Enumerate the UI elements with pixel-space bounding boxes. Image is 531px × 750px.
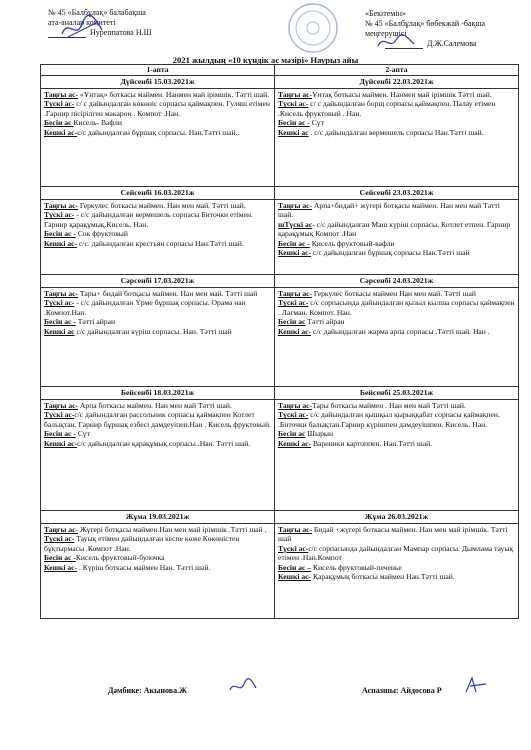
meal-text: Кисель фруктовый-вафли xyxy=(309,238,395,248)
meal-entry xyxy=(278,429,515,438)
meal-label: Бесін ас - xyxy=(44,429,76,439)
meal-label: Түскі ас- xyxy=(278,99,309,109)
meal-text: Тары боткасы маймен . Нан мен май Тәтті шай. xyxy=(312,401,466,410)
meal-label: Кешкі ас xyxy=(278,127,309,137)
meal-text: Кисель фруктовый-булочка xyxy=(75,553,165,563)
meal-label: Бесін ас – xyxy=(278,562,312,572)
meal-entry xyxy=(278,572,515,581)
meal-label: Кешкі ас- xyxy=(44,562,78,572)
meals-cell xyxy=(41,89,275,187)
meal-entry xyxy=(44,429,271,438)
meal-text: Сок фруктовый xyxy=(75,229,128,239)
meals-cell xyxy=(275,288,519,387)
meal-label: Түскі ас- xyxy=(44,410,75,420)
meals-row xyxy=(41,200,519,275)
meal-text: Кисель фруктовый-печенье xyxy=(311,562,402,572)
meal-label: Бесін ас xyxy=(278,317,306,327)
meal-entry xyxy=(44,534,271,553)
meals-cell xyxy=(275,524,519,619)
header-left-line1: № 45 «Балбұлақ» балабақша xyxy=(48,8,146,17)
meal-entry xyxy=(278,128,515,137)
day-heading: Сейсенбі 23.03.2021ж xyxy=(275,187,519,200)
meal-text: Ұнтақ боткасы маймен. Нанмен май ірімшік Тәтті шай. xyxy=(312,90,492,99)
meal-text: Тары+ бидай ботқасы маймен. Нан мен май. Тәтті шай xyxy=(78,289,258,298)
meal-text: Сүт xyxy=(75,429,90,439)
meal-entry xyxy=(278,90,515,99)
meal-text: Арпа боткасы маймен. Нан мен май Тәтті шай. xyxy=(78,401,232,410)
meal-text: Тәтті айран xyxy=(305,317,345,327)
meal-entry xyxy=(278,298,515,317)
nurse-signature-scribble xyxy=(228,678,258,696)
meal-text: с/с. дайындалған крестьян сорпасы Нан.Тәтті шай. xyxy=(77,238,244,248)
meal-text: Шырын xyxy=(305,429,334,439)
meal-text: Кисель- Вафли xyxy=(73,118,122,128)
meal-text: Сүт xyxy=(309,118,324,128)
meal-label: Таңғы ас- xyxy=(278,289,313,298)
header-right-line3: меңгерушісі xyxy=(365,29,407,38)
meal-label: Түскі ас- xyxy=(44,534,75,544)
meal-text: «Ұнтақ» боткасы маймен. Нанмен май ірімшік. Тәтті шай. xyxy=(78,90,270,99)
meal-text: Геркулес боткасы маймен Нан мен май. Тәтті шай xyxy=(312,289,476,298)
meal-label: Бесін ас - xyxy=(44,553,76,563)
meal-entry xyxy=(278,525,515,544)
week-1-header: 1-апта xyxy=(41,65,275,76)
menu-title: 2021 жылдың «10 күндік ас мәзірі» Наурыз айы xyxy=(172,55,359,65)
meals-row xyxy=(41,524,519,619)
day-row xyxy=(41,76,519,89)
meal-label: Түскі ас- xyxy=(44,210,75,220)
meal-label: Бесін ас xyxy=(44,118,74,128)
header-left-line2: ата-аналар комитеті xyxy=(48,18,116,27)
meal-text: Жүгері ботқасы маймен.Нан мен май ірімшік .Тәтті шай . xyxy=(78,525,267,534)
day-heading: Дүйсенбі 15.03.2021ж xyxy=(41,76,275,89)
meal-entry xyxy=(44,289,271,298)
day-heading: Сәрсенбі 24.03.2021ж xyxy=(275,275,519,288)
day-row xyxy=(41,275,519,288)
meal-label: Таңғы ас- xyxy=(44,525,79,534)
meal-text: с/с сорпасында дайындалған Мампар сорпасы. Дымлама тауық етімен .Нан.Компот xyxy=(278,543,514,563)
header-right-signer: Д.Ж.Салемова xyxy=(427,39,477,48)
meal-entry xyxy=(278,220,515,239)
meal-entry xyxy=(278,248,515,257)
meal-text: - с/с дайындалған вермешель сорпасы Биточки етімен. Гарнир қарақұмық.Кисель. Нан. xyxy=(44,210,253,229)
day-heading: Жұма 26.03.2021ж xyxy=(275,511,519,524)
meal-text: с/с дайындалған қышқыл қырыққабат сорпасы қаймақпен. .Биточки балықтан.Гарнир күрішпен дәмдеуішпен. Кисель. Нан. xyxy=(278,410,500,429)
day-heading: Бейсенбі 25.03.2021ж xyxy=(275,387,519,400)
meal-entry xyxy=(278,317,515,326)
meal-text: с/с дайындалған қарақұмық сорпасы..Нан. Тәтті шай. xyxy=(77,438,251,448)
meal-entry xyxy=(44,210,271,229)
meal-label: Кешкі ас- xyxy=(278,248,312,258)
meal-entry xyxy=(44,128,271,137)
meal-label: Бесін ас - xyxy=(278,238,310,248)
meal-text: с/ с дайындалған борщ сорпасы қаймақпен. Палау етімен .Кисель фруктовый . Нан. xyxy=(278,99,496,118)
meal-text: Геркулес боткасы маймен. Нан мен май. Тәтті шай. xyxy=(78,201,246,210)
meal-text: с/с дайындалған бұршақ сорпасы Нан.Тәтті шай xyxy=(311,248,470,258)
meal-text: . Күріш боткасы маймен Нан. Тәтті шай. xyxy=(77,562,211,572)
meal-entry xyxy=(278,239,515,248)
meal-entry xyxy=(44,553,271,562)
meals-row xyxy=(41,400,519,511)
footer-cook: Аспазшы: Айдосова Р xyxy=(362,686,442,695)
meal-label: Түскі ас- xyxy=(278,543,309,553)
meals-cell xyxy=(41,288,275,387)
meal-text: с/ с дайындалған көкөніс сорпасы қаймақпен. Гуляш етімен .Гарнир пісірілген макарон . Компот .Нан. xyxy=(44,99,270,118)
day-heading: Дүйсенбі 22.03.2021ж xyxy=(275,76,519,89)
meal-text: с/с дайындалған рассольник сорпасы қаймақпен Котлет балықтан. Гарнир бұршақ езбесі дәмдеуіпен.Нан . Кисель фруктовый. xyxy=(44,410,271,429)
week-2-header: 2-апта xyxy=(275,65,519,76)
header-right-line2: № 45 «Балбұлақ» бөбекжай -бақша xyxy=(365,19,486,28)
meal-label: Кешкі ас- xyxy=(44,127,78,137)
meal-text: - с/с дайындалған Үрме бұршақ сорпасы. Орама нан .Компот.Нан. xyxy=(44,298,246,317)
meal-label: Бесін ас - xyxy=(44,317,76,327)
meal-text: с/с сорпасында дайындалған қызыл кылша сорпасы қаймақпен . Лағман. Компот. Нан. xyxy=(278,298,515,317)
meal-entry xyxy=(278,99,515,118)
meal-label: Бесін ас - xyxy=(278,118,310,128)
meal-entry xyxy=(44,439,271,448)
meal-label: Бесін ас xyxy=(278,429,306,439)
meals-row xyxy=(41,89,519,187)
meal-text: Бидай +жүгері боткасы маймен. Нан мен май ірімшік. Тәтті шай xyxy=(278,525,508,544)
meal-text: с/с дайындалған жарма арпа сорпасы .Тәтті шай. Нан . xyxy=(311,326,490,336)
meal-label: Таңғы ас- xyxy=(278,401,313,410)
meal-entry xyxy=(44,99,271,118)
day-heading: Жұма 19.03.2021ж xyxy=(41,511,275,524)
cook-signature-scribble xyxy=(462,676,492,696)
meal-label: Кешкі ас- xyxy=(278,572,312,582)
meal-text: с/с дайындалған бұршақ сорпасы. Нан.Тәтті шай.. xyxy=(77,127,240,137)
meal-text: с/с дайындалған күріш сорпасы. Нан. Тәтті шай xyxy=(74,326,232,336)
header-left-signer: Нуреппатова Н.Ш xyxy=(90,28,152,37)
meal-entry xyxy=(44,410,271,429)
official-stamp xyxy=(282,2,344,54)
meal-label: Түскі ас- xyxy=(278,298,309,308)
day-row xyxy=(41,187,519,200)
day-heading: Сәрсенбі 17.03.2021ж xyxy=(41,275,275,288)
meal-entry xyxy=(44,239,271,248)
meal-label: Түскі ас- xyxy=(278,410,309,420)
meal-label: Таңғы ас- xyxy=(44,201,79,210)
meal-entry xyxy=(44,298,271,317)
meal-label: Таңғы ас- xyxy=(278,201,313,210)
day-row xyxy=(41,511,519,524)
meal-text: Арпа+бидай+ жүгері ботқасы маймен. Нан мен май Тәтті шай. xyxy=(278,201,500,220)
meal-label: Таңғы ас- xyxy=(44,401,79,410)
meal-entry xyxy=(44,90,271,99)
meals-cell xyxy=(41,400,275,511)
meal-entry xyxy=(44,118,271,127)
day-heading: Сейсенбі 16.03.2021ж xyxy=(41,187,275,200)
meal-entry xyxy=(278,201,515,220)
meal-text: Вареники картоппен. Нан.Тәтті шай. xyxy=(311,438,433,448)
meal-label: Кешкі ас xyxy=(44,326,75,336)
meal-label: Кешкі ас- xyxy=(278,326,312,336)
meal-entry xyxy=(278,289,515,298)
meals-cell xyxy=(275,89,519,187)
meal-entry xyxy=(278,118,515,127)
meals-row xyxy=(41,288,519,387)
meal-text: . с/с дайындалған вермешель сорпасы Нан.Тәтті шай. xyxy=(308,127,484,137)
header-right-line1: «Бекітемін» xyxy=(365,9,406,18)
week-header-row xyxy=(41,65,519,76)
meal-entry xyxy=(278,563,515,572)
meal-entry xyxy=(44,327,271,336)
meal-text: Қарақұмық боткасы маймен Нан.Тәтті шай. xyxy=(311,572,455,582)
meal-label: Кешкі ас- xyxy=(44,438,78,448)
meal-label: Таңғы ас- xyxy=(278,525,313,534)
meal-label: Кешкі ас- xyxy=(44,238,78,248)
meal-text: Тәтті айран xyxy=(75,317,116,327)
footer-nurse: Дәмбике: Акынова.Ж xyxy=(108,686,188,695)
meal-label: шТүскі ас xyxy=(278,219,313,229)
meal-label: Таңғы ас- xyxy=(278,90,313,99)
meal-entry xyxy=(44,401,271,410)
left-signature-scribble xyxy=(58,12,106,44)
meal-label: Кешкі ас- xyxy=(278,438,312,448)
meal-entry xyxy=(44,563,271,572)
meal-label: Таңғы ас- xyxy=(44,289,79,298)
meals-cell xyxy=(41,200,275,275)
meal-entry xyxy=(44,201,271,210)
meal-entry xyxy=(44,525,271,534)
menu-table xyxy=(40,64,519,619)
meal-entry xyxy=(278,401,515,410)
meal-entry xyxy=(44,317,271,326)
meal-label: Бесін ас - xyxy=(44,229,76,239)
meal-entry xyxy=(278,544,515,563)
meal-entry xyxy=(44,229,271,238)
day-heading: Бейсенбі 18.03.2021ж xyxy=(41,387,275,400)
meals-cell xyxy=(41,524,275,619)
meal-text: - с/с дайындалған Маш күріш сорпасы. Котлет етпен. Гарнир қарақұмық Компот .Нан xyxy=(278,219,511,239)
right-signature-scribble xyxy=(376,32,416,52)
meals-cell xyxy=(275,400,519,511)
meal-entry xyxy=(278,439,515,448)
meal-label: Түскі ас- xyxy=(44,99,75,109)
day-row xyxy=(41,387,519,400)
meal-label: Таңғы ас- xyxy=(44,90,79,99)
meal-text: Тауық етімен дайындалған кеспе көже Көкөністен бұқтырмасы .Компот .Нан. xyxy=(44,534,240,553)
meal-entry xyxy=(278,410,515,429)
meal-entry xyxy=(278,327,515,336)
meal-label: Түскі ас- xyxy=(44,298,75,308)
meals-cell xyxy=(275,200,519,275)
